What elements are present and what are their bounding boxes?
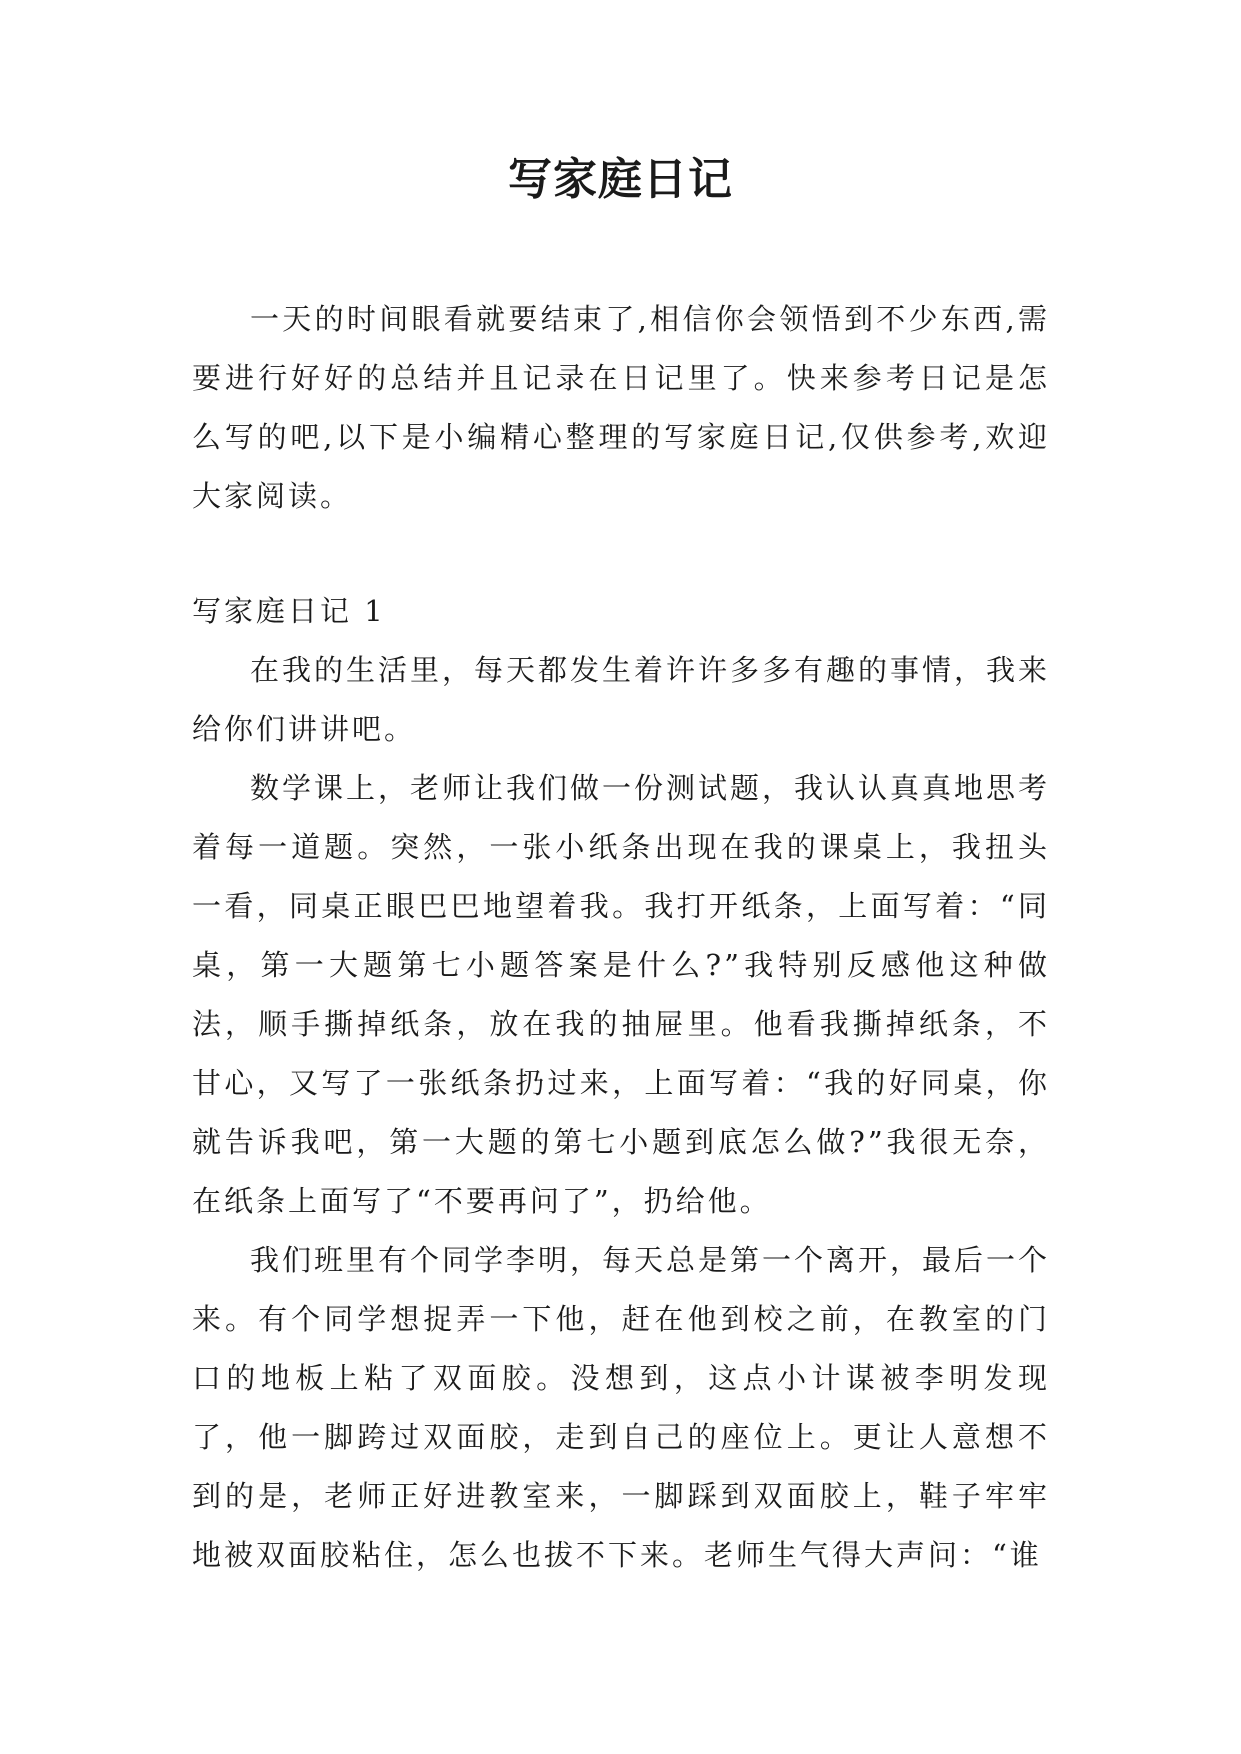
section-heading: 写家庭日记 1 [192, 594, 386, 628]
section-paragraph-2: 数学课上，老师让我们做一份测试题，我认认真真地思考着每一道题。突然，一张小纸条出现在我的课桌上，我扭头一看，同桌正眼巴巴地望着我。我打开纸条，上面写着：“同桌，第一大题第七小题答案是什么?”我特别反感他这种做法，顺手撕掉纸条，放在我的抽屉里。他看我撕掉纸条，不甘心，又写了一张纸条扔过来，上面写着：“我的好同桌，你就告诉我吧，第一大题的第七小题到底怎么做?”我很无奈，在纸条上面写了“不要再问了”，扔给他。 [192, 771, 1051, 1218]
page-title: 写家庭日记 [508, 154, 733, 205]
diary-section-1 [192, 582, 1050, 1585]
section-paragraph-1: 在我的生活里，每天都发生着许许多多有趣的事情，我来给你们讲讲吧。 [192, 653, 1051, 746]
intro-block [192, 290, 1050, 526]
intro-paragraph: 一天的时间眼看就要结束了,相信你会领悟到不少东西,需要进行好好的总结并且记录在日记里了。快来参考日记是怎么写的吧,以下是小编精心整理的写家庭日记,仅供参考,欢迎大家阅读。 [192, 302, 1050, 513]
section-paragraph-3: 我们班里有个同学李明，每天总是第一个离开，最后一个来。有个同学想捉弄一下他，赶在他到校之前，在教室的门口的地板上粘了双面胶。没想到，这点小计谋被李明发现了，他一脚跨过双面胶，走到自己的座位上。更让人意想不到的是，老师正好进教室来，一脚踩到双面胶上，鞋子牢牢地被双面胶粘住，怎么也拔不下来。老师生气得大声问：“谁 [192, 1243, 1051, 1572]
